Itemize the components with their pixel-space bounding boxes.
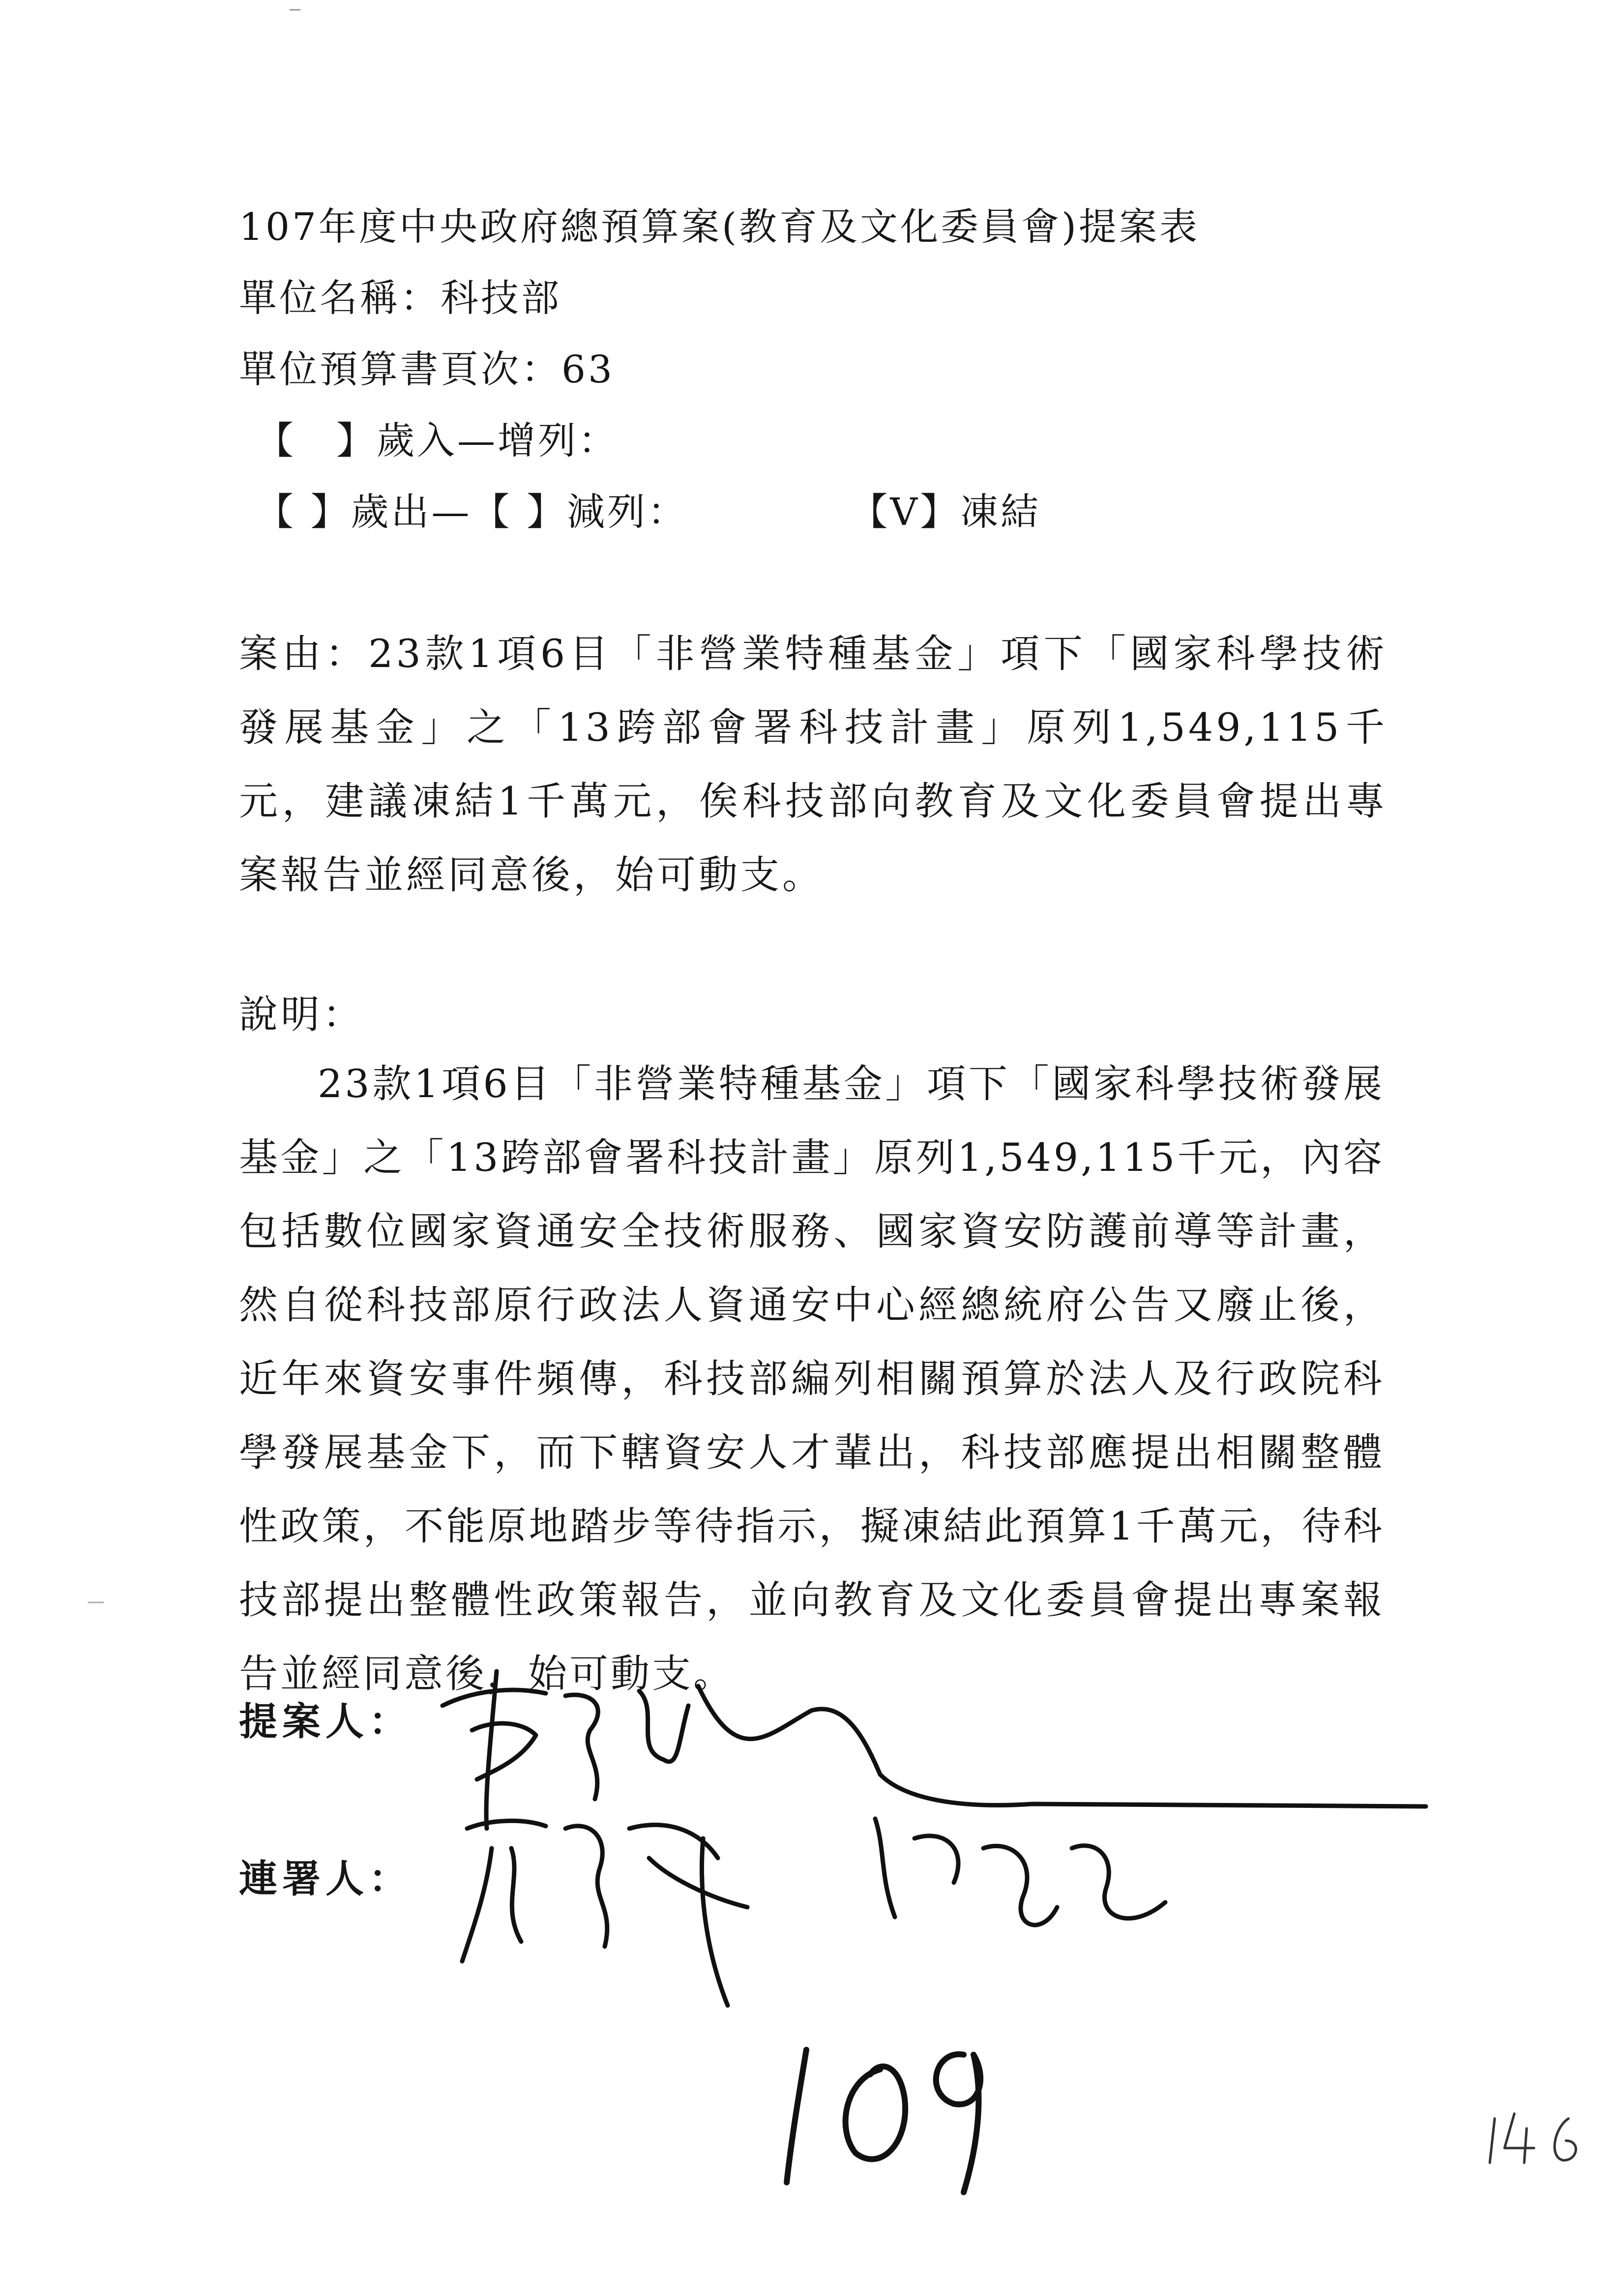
description-text: 23款1項6目「非營業特種基金」項下「國家科學技術發展基金」之「13跨部會署科技計畫」原列1,549,115千元，內容包括數位國家資通安全技術服務、國家資安防護前導等計畫，然自從科技部原行政法人資通安中心經總統府公告又廢止後，近年來資安事件頻傳，科技部編列相關預算於法人及行政院科學發展基金下，而下轄資安人才輩出，科技部應提出相關整體性政策，不能原地踏步等待指示，擬凍結此預算1千萬元，待科技部提出整體性政策報告，並向教育及文化委員會提出專案報告並經同意後，始可動支。 bbox=[239, 1061, 1385, 1696]
form-title: 107年度中央政府總預算案(教育及文化委員會)提案表 bbox=[239, 205, 1200, 249]
proposal-reason: 案由：23款1項6目「非營業特種基金」項下「國家科學技術發展基金」之「13跨部會署科技計畫」原列1,549,115千元，建議凍結1千萬元，俟科技部向教育及文化委員會提出專案報告並經同意後，始可動支。 bbox=[239, 631, 1388, 898]
proposer-label: 提案人： bbox=[239, 1700, 413, 1744]
proposer-signature bbox=[443, 1671, 1426, 1829]
cosigner-label: 連署人： bbox=[239, 1857, 413, 1901]
freeze-checkbox-label: 【V】凍結 bbox=[850, 491, 1041, 534]
handwritten-number bbox=[787, 2050, 980, 2192]
unit-name: 單位名稱：科技部 bbox=[239, 277, 561, 320]
budget-page-number: 單位預算書頁次：63 bbox=[239, 348, 615, 392]
cosigner-signature bbox=[462, 1819, 1165, 2005]
revenue-increase-line: 【 】歲入—增列： bbox=[256, 419, 619, 463]
description-label: 說明： bbox=[239, 992, 364, 1037]
page-number-handwritten bbox=[1490, 2114, 1576, 2163]
expenditure-decrease-label: 【 】歲出—【 】減列： bbox=[256, 491, 688, 534]
